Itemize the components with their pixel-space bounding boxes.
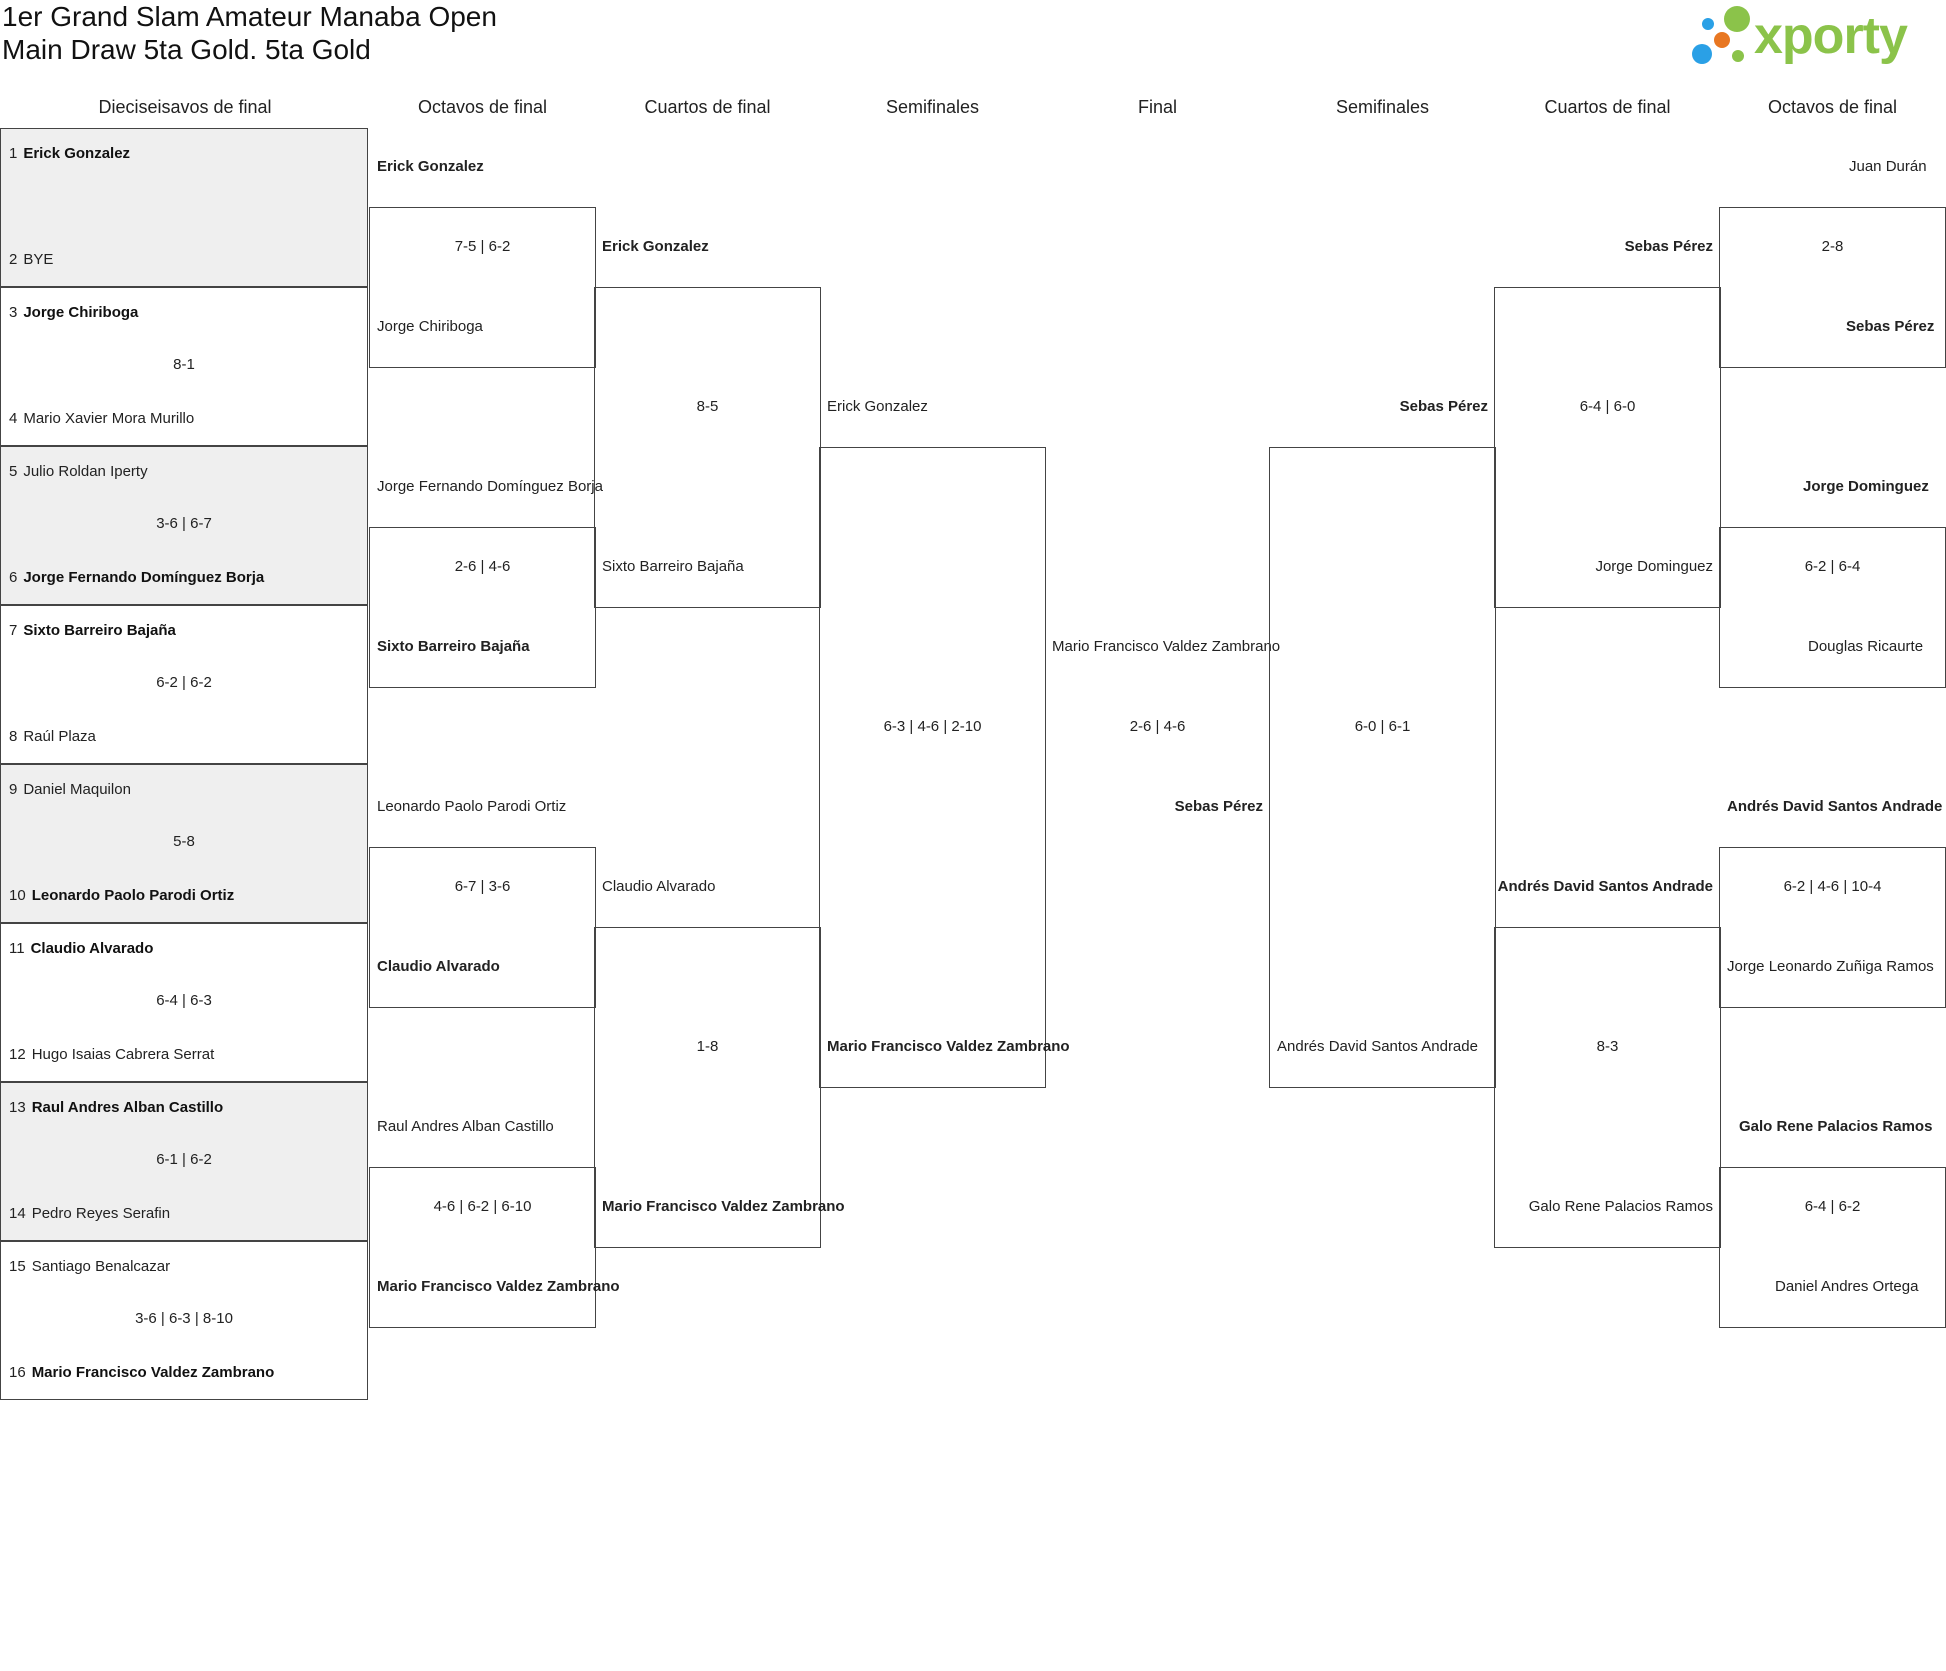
player-name[interactable]: Sebas Pérez (1399, 398, 1488, 415)
seed-number: 7 (9, 622, 18, 639)
xporty-logo[interactable] (1690, 4, 1920, 72)
match-score: 8-3 (1596, 1038, 1619, 1055)
player-name[interactable]: Jorge Dominguez (1595, 558, 1713, 575)
player-name[interactable]: Hugo Isaias Cabrera Serrat (31, 1046, 215, 1063)
round-header-r16-right: Octavos de final (1767, 97, 1898, 117)
r32-match-8 (0, 1241, 368, 1400)
player-name[interactable]: Jorge Dominguez (1803, 478, 1929, 495)
match-score: 2-6 | 4-6 (454, 558, 511, 575)
player-name[interactable]: Andrés David Santos Andrade (1497, 878, 1713, 895)
player-name[interactable]: Erick Gonzalez (23, 145, 131, 162)
player-name[interactable]: BYE (23, 251, 54, 268)
player-name[interactable]: Daniel Maquilon (23, 781, 131, 798)
logo-wordmark: xporty (1754, 7, 1907, 65)
seed-number: 6 (9, 569, 18, 586)
seed-number: 16 (9, 1364, 26, 1381)
player-name[interactable]: Mario Francisco Valdez Zambrano (31, 1364, 275, 1381)
logo-dot-green-small-icon (1732, 50, 1744, 62)
player-name[interactable]: Claudio Alvarado (30, 940, 154, 957)
player-name[interactable]: Douglas Ricaurte (1808, 638, 1924, 655)
logo-dot-orange-icon (1714, 32, 1730, 48)
sf-left-bracket (819, 447, 1070, 1088)
r16-left-bracket-1 (369, 207, 596, 368)
match-score: 7-5 | 6-2 (454, 238, 511, 255)
title-line-1: 1er Grand Slam Amateur Manaba Open (2, 1, 497, 32)
round-header-qf-left: Cuartos de final (644, 97, 771, 117)
player-name[interactable]: Daniel Andres Ortega (1775, 1278, 1919, 1295)
seed-number: 1 (9, 145, 18, 162)
player-name[interactable]: Pedro Reyes Serafin (31, 1205, 171, 1222)
player-name[interactable]: Jorge Chiriboga (23, 304, 139, 321)
player-name[interactable]: Jorge Chiriboga (377, 318, 483, 335)
match-score: 3-6 | 6-7 (156, 515, 212, 532)
r16-right-bracket-4 (1719, 1167, 1946, 1328)
player-name[interactable]: Sebas Pérez (1624, 238, 1713, 255)
match-score: 1-8 (696, 1038, 719, 1055)
r32-match-4 (0, 605, 368, 764)
final-score: 2-6 | 4-6 (1129, 718, 1186, 735)
player-name[interactable]: Jorge Fernando Domínguez Borja (23, 569, 265, 586)
round-header-r32: Dieciseisavos de final (98, 97, 272, 117)
player-name[interactable]: Andrés David Santos Andrade (1277, 1038, 1478, 1055)
match-score: 6-1 | 6-2 (156, 1151, 212, 1168)
player-name[interactable]: Raul Andres Alban Castillo (31, 1099, 224, 1116)
r16-left-bracket-3 (369, 847, 596, 1008)
player-name[interactable]: Sixto Barreiro Bajaña (602, 558, 744, 575)
r32-match-2 (0, 287, 368, 446)
tournament-title (2, 0, 497, 66)
player-name[interactable]: Jorge Fernando Domínguez Borja (377, 478, 603, 495)
seed-number: 4 (9, 410, 18, 427)
player-name[interactable]: Claudio Alvarado (602, 878, 716, 895)
logo-dot-green-icon (1724, 6, 1750, 32)
player-name[interactable]: Galo Rene Palacios Ramos (1528, 1198, 1713, 1215)
match-score: 6-2 | 6-4 (1804, 558, 1861, 575)
match-score: 3-6 | 6-3 | 8-10 (135, 1310, 233, 1327)
match-score: 6-0 | 6-1 (1354, 718, 1411, 735)
match-score: 2-8 (1821, 238, 1844, 255)
match-score: 8-1 (173, 356, 195, 373)
match-score: 6-4 | 6-3 (156, 992, 212, 1009)
match-score: 6-2 | 6-2 (156, 674, 212, 691)
player-name[interactable]: Mario Francisco Valdez Zambrano (827, 1038, 1070, 1055)
player-name[interactable]: Sixto Barreiro Bajaña (377, 638, 530, 655)
seed-number: 11 (9, 940, 25, 957)
r32-match-1 (0, 128, 368, 287)
round-header-sf-left: Semifinales (885, 97, 980, 117)
player-name[interactable]: Galo Rene Palacios Ramos (1739, 1118, 1933, 1135)
round-header-final: Final (1137, 97, 1177, 117)
match-score: 6-4 | 6-2 (1804, 1198, 1861, 1215)
seed-number: 14 (9, 1205, 26, 1222)
seed-number: 8 (9, 728, 18, 745)
r32-match-5 (0, 764, 368, 923)
player-name[interactable]: Claudio Alvarado (377, 958, 500, 975)
match-score: 6-7 | 3-6 (454, 878, 511, 895)
seed-number: 3 (9, 304, 18, 321)
player-name[interactable]: Santiago Benalcazar (31, 1258, 171, 1275)
player-name[interactable]: Leonardo Paolo Parodi Ortiz (31, 887, 235, 904)
r16-right-bracket-2 (1719, 527, 1946, 688)
r32-match-3 (0, 446, 368, 605)
match-score: 8-5 (696, 398, 719, 415)
match-score: 6-3 | 4-6 | 2-10 (883, 718, 982, 735)
player-name[interactable]: Sebas Pérez (1846, 318, 1935, 335)
player-name[interactable]: Juan Durán (1849, 158, 1927, 175)
seed-number: 12 (9, 1046, 26, 1063)
match-score: 6-2 | 4-6 | 10-4 (1783, 878, 1882, 895)
player-name[interactable]: Erick Gonzalez (602, 238, 709, 255)
player-name[interactable]: Erick Gonzalez (377, 158, 484, 175)
round-header-qf-right: Cuartos de final (1544, 97, 1671, 117)
player-name[interactable]: Sixto Barreiro Bajaña (23, 622, 176, 639)
round-header-sf-right: Semifinales (1335, 97, 1430, 117)
player-name[interactable]: Raúl Plaza (23, 728, 96, 745)
final-player-2[interactable]: Sebas Pérez (1174, 798, 1263, 815)
logo-dot-blue-icon (1692, 44, 1712, 64)
match-score: 5-8 (173, 833, 195, 850)
r16-left-bracket-2 (369, 527, 596, 688)
match-score: 6-4 | 6-0 (1579, 398, 1636, 415)
player-name[interactable]: Mario Xavier Mora Murillo (23, 410, 195, 427)
player-name[interactable]: Erick Gonzalez (827, 398, 928, 415)
sf-right-bracket (1269, 447, 1496, 1088)
seed-number: 10 (9, 887, 26, 904)
player-name[interactable]: Raul Andres Alban Castillo (377, 1118, 554, 1135)
seed-number: 13 (9, 1099, 26, 1116)
r16-right-bracket-1 (1719, 207, 1946, 368)
r32-match-6 (0, 923, 368, 1082)
seed-number: 2 (9, 251, 18, 268)
match-score: 4-6 | 6-2 | 6-10 (433, 1198, 532, 1215)
r32-match-7 (0, 1082, 368, 1241)
player-name[interactable]: Julio Roldan Iperty (23, 463, 148, 480)
seed-number: 15 (9, 1258, 26, 1275)
r16-left-bracket-4 (369, 1167, 620, 1328)
player-name[interactable]: Andrés David Santos Andrade (1727, 798, 1943, 815)
player-name[interactable]: Mario Francisco Valdez Zambrano (602, 1198, 845, 1215)
r16-right-bracket-3 (1719, 847, 1946, 1008)
title-line-2: Main Draw 5ta Gold. 5ta Gold (2, 34, 371, 65)
final-player-1[interactable]: Mario Francisco Valdez Zambrano (1052, 638, 1281, 655)
seed-number: 5 (9, 463, 18, 480)
logo-dot-blue-small-icon (1702, 18, 1714, 30)
player-name[interactable]: Leonardo Paolo Parodi Ortiz (377, 798, 567, 815)
player-name[interactable]: Mario Francisco Valdez Zambrano (377, 1278, 620, 1295)
round-header-r16-left: Octavos de final (417, 97, 548, 117)
seed-number: 9 (9, 781, 18, 798)
player-name[interactable]: Jorge Leonardo Zuñiga Ramos (1727, 958, 1934, 975)
